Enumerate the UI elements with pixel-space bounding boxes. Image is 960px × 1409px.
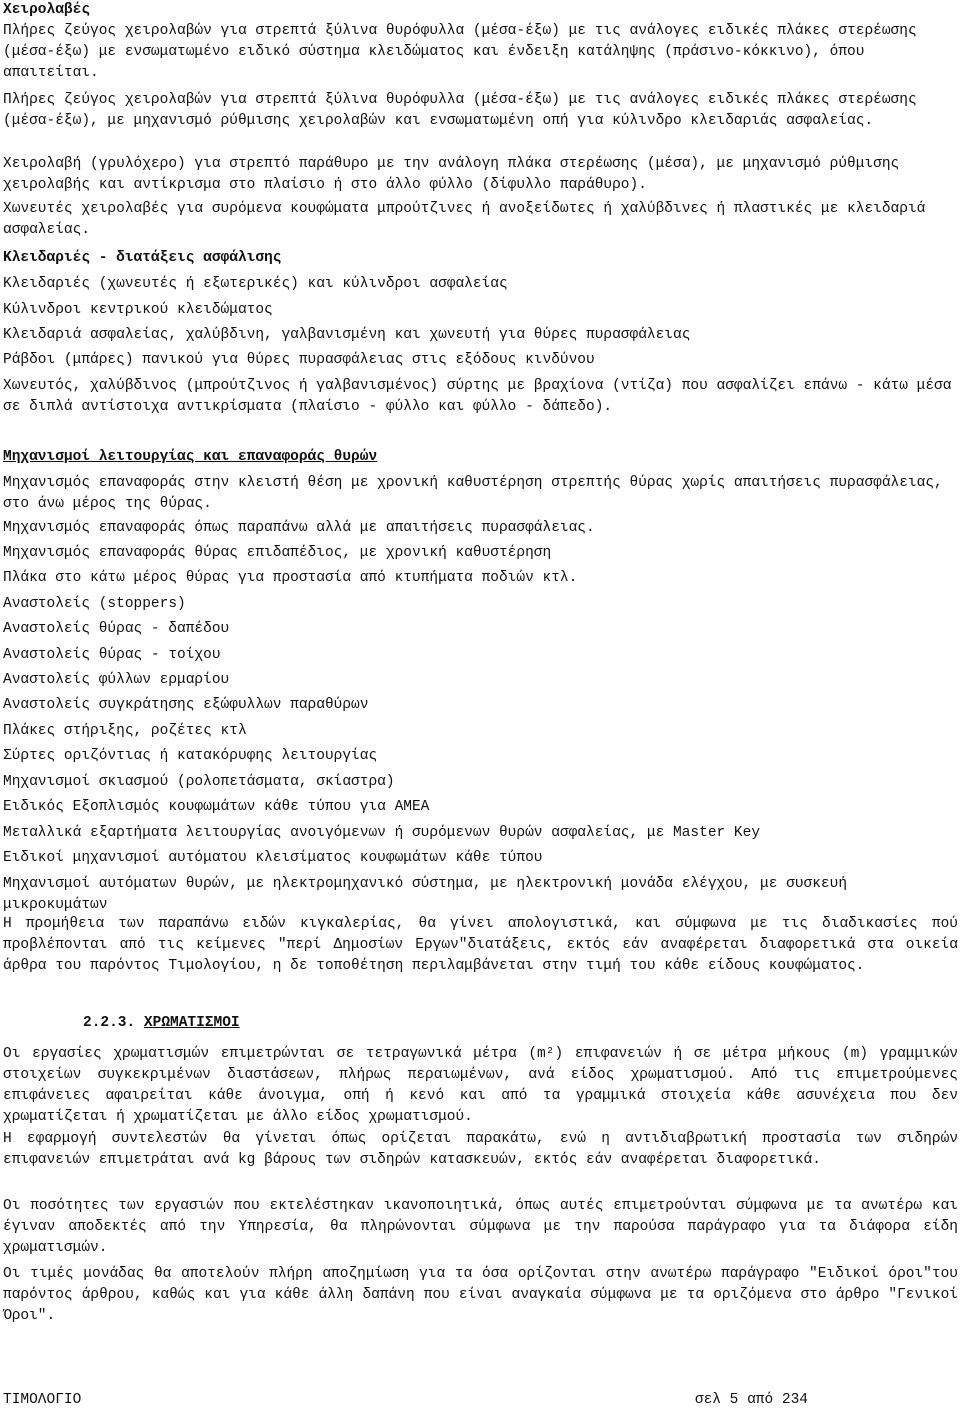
handles-item-2: Πλήρες ζεύγος χειρολαβών για στρεπτά ξύλινα θυρόφυλλα (μέσα-έξω) με τις ανάλογες ειδικές πλάκες στερέωσης (μέσα-έξω), με μηχανισμό ρύθμισης χειρολαβών και ενσωματωμένη οπή για κύλινδρο κλειδαριάς ασφαλείας.	[3, 92, 917, 129]
handles-item-1: Πλήρες ζεύγος χειρολαβών για στρεπτά ξύλινα θυρόφυλλα (μέσα-έξω) με τις ανάλογες ειδικές πλάκες στερέωσης (μέσα-έξω) με ενσωματωμένο ειδικό σύστημα κλειδώματος και ένδειξη κατάληψης (πράσινο-κόκκινο), όπου απαιτείται.	[3, 23, 917, 81]
locks-item-2: Κύλινδροι κεντρικού κλειδώματος	[3, 302, 273, 318]
mech-item-14: Μεταλλικά εξαρτήματα λειτουργίας ανοιγόμενων ή συρόμενων θυρών ασφαλείας, με Master Key	[3, 825, 761, 841]
locks-item-1: Κλειδαριές (χωνευτές ή εξωτερικές) και κύλινδροι ασφαλείας	[3, 276, 508, 292]
mech-item-9: Αναστολείς συγκράτησης εξώφυλλων παραθύρων	[3, 697, 369, 713]
section-heading-locks: Κλειδαριές - διατάξεις ασφάλισης	[3, 250, 282, 266]
locks-item-4: Ράβδοι (μπάρες) πανικού για θύρες πυρασφάλειας στις εξόδους κινδύνου	[3, 352, 595, 368]
section-heading-handles: Χειρολαβές	[3, 2, 91, 18]
mech-item-10: Πλάκες στήριξης, ροζέτες κτλ	[3, 723, 247, 739]
section-heading-painting	[3, 1013, 240, 1034]
paint-paragraph-4: Οι τιμές μονάδας θα αποτελούν πλήρη αποζημίωση για τα όσα ορίζονται στην ανωτέρω παράγραφο "Ειδικοί όροι"του παρόντος άρθρου, καθώς και για κάθε άλλη δαπάνη που είναι αναγκαία σύμφωνα με τα οριζόμενα στο άρθρο "Γενικοί Όροι".	[3, 1266, 958, 1324]
mech-item-1: Μηχανισμός επαναφοράς στην κλειστή θέση με χρονική καθυστέρηση στρεπτής θύρας χωρίς απαιτήσεις πυρασφάλειας, στο άνω μέρος της θύρας.	[3, 475, 943, 512]
mech-item-3: Μηχανισμός επαναφοράς θύρας επιδαπέδιος, με χρονική καθυστέρηση	[3, 545, 552, 561]
footer-page-number: σελ 5 από 234	[694, 1392, 808, 1408]
mech-item-16: Μηχανισμοί αυτόματων θυρών, με ηλεκτρομηχανικό σύστημα, με ηλεκτρονική μονάδα ελέγχου, με συσκευή μικροκυμάτων	[3, 876, 848, 913]
mech-item-11: Σύρτες οριζόντιας ή κατακόρυφης λειτουργίας	[3, 748, 378, 764]
paint-paragraph-3: Οι ποσότητες των εργασιών που εκτελέστηκαν ικανοποιητικά, όπως αυτές επιμετρούνται σύμφωνα με τα ανωτέρω και έγιναν αποδεκτές από την Υπηρεσία, θα πληρώνονται σύμφωνα με την παρούσα παράγραφο για τα διάφορα είδη χρωματισμών.	[3, 1198, 958, 1256]
mech-item-7: Αναστολείς θύρας - τοίχου	[3, 647, 221, 663]
mech-item-15: Ειδικοί μηχανισμοί αυτόματου κλεισίματος κουφωμάτων κάθε τύπου	[3, 850, 543, 866]
mech-note: Η προμήθεια των παραπάνω ειδών κιγκαλερίας, θα γίνει απολογιστικά, και σύμφωνα με τις διαδικασίες πού προβλέπονται από τις κείμενες "περί Δημοσίων Εργων"διατάξεις, εκτός εάν αναφέρεται διαφορετικά στα οικεία άρθρα του παρόντος Τιμολογίου, η δε τοποθέτηση περιλαμβάνεται στην τιμή του κάθε είδους κουφώματος.	[3, 916, 958, 974]
locks-item-5: Χωνευτός, χαλύβδινος (μπρούτζινος ή γαλβανισμένος) σύρτης με βραχίονα (ντίζα) που ασφαλίζει επάνω - κάτω μέσα σε διπλά αντίστοιχα αντικρίσματα (πλαίσιο - φύλλο και φύλλο - δάπεδο).	[3, 378, 952, 415]
mech-item-4: Πλάκα στο κάτω μέρος θύρας για προστασία από κτυπήματα ποδιών κτλ.	[3, 570, 578, 586]
locks-item-3: Κλειδαριά ασφαλείας, χαλύβδινη, γαλβανισμένη και χωνευτή για θύρες πυρασφάλειας	[3, 327, 691, 343]
mech-item-8: Αναστολείς φύλλων ερμαρίου	[3, 672, 230, 688]
paint-paragraph-2: Η εφαρμογή συντελεστών θα γίνεται όπως ορίζεται παρακάτω, ενώ η αντιδιαβρωτική προστασία των σιδηρών επιφανειών επιμετράται ανά kg βάρους των σιδηρών κατασκευών, εκτός εάν αναφέρεται διαφορετικά.	[3, 1131, 958, 1168]
section-heading-mechanisms: Μηχανισμοί λειτουργίας και επαναφοράς θυρών	[3, 449, 378, 465]
handles-item-3: Χειρολαβή (γρυλόχερο) για στρεπτό παράθυρο με την ανάλογη πλάκα στερέωσης (μέσα), με μηχανισμό ρύθμισης χειρολαβής και αντίκρισμα στο πλαίσιο ή στο άλλο φύλλο (δίφυλλο παράθυρο).	[3, 156, 900, 193]
paint-paragraph-1: Οι εργασίες χρωματισμών επιμετρώνται σε τετραγωνικά μέτρα (m²) επιφανειών ή σε μέτρα μήκους (m) γραμμικών στοιχείων συγκεκριμένων διαστάσεων, πλήρως περαιωμένων, ανά είδος χρωματισμού. Από τις επιμετρούμενες επιφάνειες αφαιρείται κάθε άνοιγμα, οπή ή κενό και από τα γραμμικά στοιχεία κάθε ασυνέχεια που δεν χρωματίζεται ή χρωματίζεται με άλλο είδος χρωματισμού.	[3, 1046, 958, 1125]
mech-item-6: Αναστολείς θύρας - δαπέδου	[3, 621, 230, 637]
mech-item-5: Αναστολείς (stoppers)	[3, 596, 186, 612]
section-number: 2.2.3.	[83, 1015, 136, 1031]
footer-document-title: ΤΙΜΟΛΟΓΙΟ	[3, 1392, 82, 1408]
mech-item-13: Ειδικός Εξοπλισμός κουφωμάτων κάθε τύπου για ΑΜΕΑ	[3, 799, 430, 815]
handles-item-4: Χωνευτές χειρολαβές για συρόμενα κουφώματα μπρούτζινες ή ανοξείδωτες ή χαλύβδινες ή πλαστικές με κλειδαριά ασφαλείας.	[3, 201, 926, 238]
mech-item-12: Μηχανισμοί σκιασμού (ρολοπετάσματα, σκίαστρα)	[3, 774, 395, 790]
mech-item-2: Μηχανισμός επαναφοράς όπως παραπάνω αλλά με απαιτήσεις πυρασφάλειας.	[3, 520, 595, 536]
section-title: ΧΡΩΜΑΤΙΣΜΟΙ	[143, 1015, 240, 1031]
